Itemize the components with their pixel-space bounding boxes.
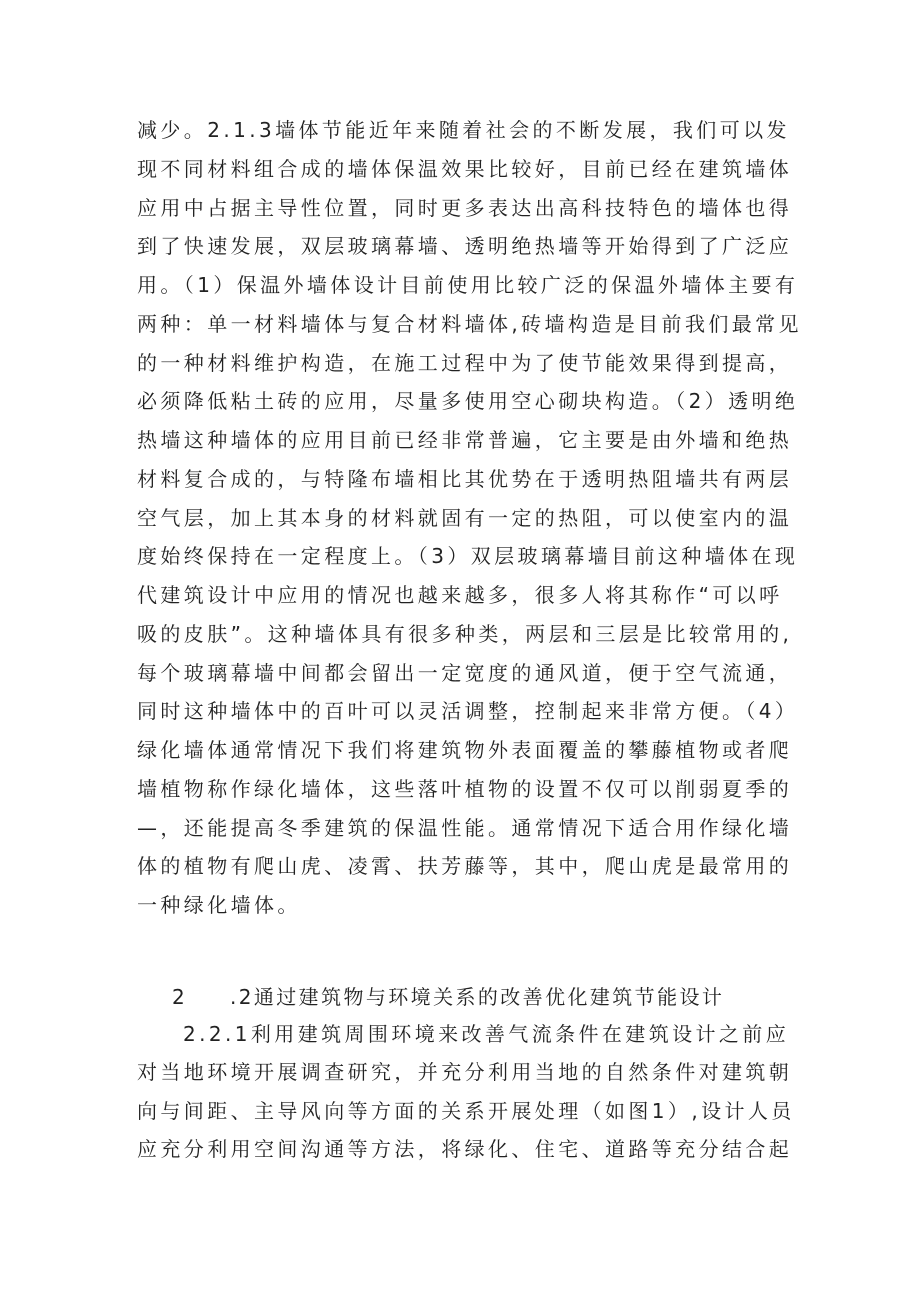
text-line: 体的植物有爬山虎、凌霄、扶芳藤等，其中，爬山虎是最常用的 <box>137 854 793 878</box>
text-line: 每个玻璃幕墙中间都会留出一定宽度的通风道，便于空气流通， <box>137 661 793 685</box>
text-line: 到了快速发展，双层玻璃幕墙、透明绝热墙等开始得到了广泛应 <box>137 234 793 258</box>
section-heading-title: .2通过建筑物与环境关系的改善优化建筑节能设计 <box>230 985 725 1009</box>
text-line: 同时这种墙体中的百叶可以灵活调整，控制起来非常方便。（4） <box>137 699 799 723</box>
text-line: 用。（1）保温外墙体设计目前使用比较广泛的保温外墙体主要有 <box>137 273 799 297</box>
text-line: 减少。2.1.3墙体节能近年来随着社会的不断发展，我们可以发 <box>137 118 790 142</box>
text-line: 应充分利用空间沟通等方法，将绿化、住宅、道路等充分结合起 <box>137 1137 793 1161</box>
text-line: 2.2.1利用建筑周围环境来改善气流条件在建筑设计之前应 <box>183 1022 790 1046</box>
text-line: 一种绿化墙体。 <box>137 893 301 917</box>
text-line: 吸的皮肤”。这种墙体具有很多种类，两层和三层是比较常用的, <box>137 622 793 646</box>
text-line: 应用中占据主导性位置，同时更多表达出高科技特色的墙体也得 <box>137 196 793 220</box>
text-line: 代建筑设计中应用的情况也越来越多，很多人将其称作“可以呼 <box>137 583 783 607</box>
text-line: 现不同材料组合成的墙体保温效果比较好，目前已经在建筑墙体 <box>137 157 793 181</box>
text-line: 墙植物称作绿化墙体，这些落叶植物的设置不仅可以削弱夏季的 <box>137 777 793 801</box>
text-line: 空气层，加上其本身的材料就固有一定的热阻，可以使室内的温 <box>137 506 793 530</box>
text-line: 绿化墙体通常情况下我们将建筑物外表面覆盖的攀藤植物或者爬 <box>137 738 793 762</box>
text-line: 向与间距、主导风向等方面的关系开展处理（如图1）,设计人员 <box>137 1099 795 1123</box>
section-heading-number: 2 <box>172 985 188 1009</box>
text-line: 的一种材料维护构造，在施工过程中为了使节能效果得到提高， <box>137 351 793 375</box>
text-line: 材料复合成的，与特隆布墙相比其优势在于透明热阻墙共有两层 <box>137 467 793 491</box>
text-line: 对当地环境开展调查研究，并充分利用当地的自然条件对建筑朝 <box>137 1060 793 1084</box>
text-line: 度始终保持在一定程度上。（3）双层玻璃幕墙目前这种墙体在现 <box>137 544 799 568</box>
text-line: 热墙这种墙体的应用目前已经非常普遍，它主要是由外墙和绝热 <box>137 428 793 452</box>
text-line: —，还能提高冬季建筑的保温性能。通常情况下适合用作绿化墙 <box>137 816 793 840</box>
text-line: 两种：单一材料墙体与复合材料墙体,砖墙构造是目前我们最常见 <box>137 312 802 336</box>
text-line: 必须降低粘土砖的应用，尽量多使用空心砌块构造。（2）透明绝 <box>137 389 799 413</box>
